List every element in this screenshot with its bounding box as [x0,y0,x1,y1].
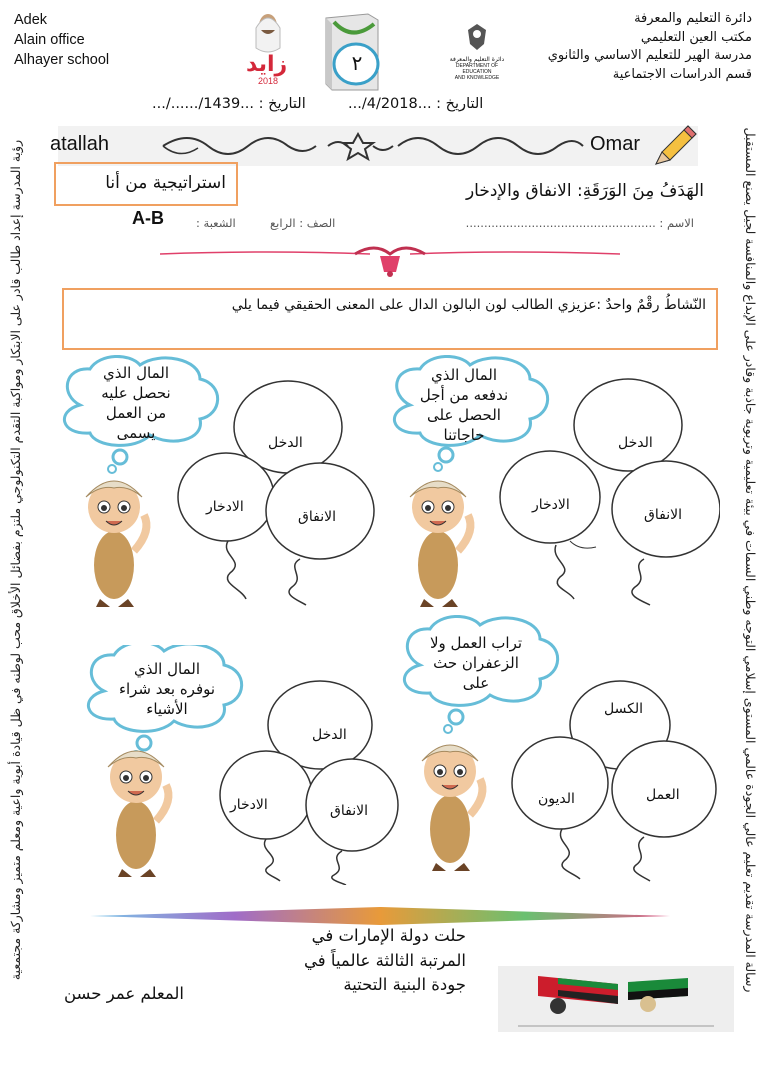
date-hijri: التاريخ : ...1439/....../... [152,96,306,112]
zayed-logo-year: 2018 [258,76,279,86]
balloon-label-right: الانفاق [298,509,336,525]
cloud-line: نحصل عليه [101,384,171,402]
student-name-field: الاسم : .................................................... [465,216,694,230]
footer-fact-line2: المرتبة الثالثة عالمياً في [304,950,466,970]
cloud-line: المال الذي [431,366,497,384]
zayed-year-logo [244,8,292,88]
uae-flag-image [498,966,734,1032]
footer-fact-line1: حلت دولة الإمارات في [311,926,466,945]
banner-right-name: Omar [590,133,640,155]
balloon-label-right: الانفاق [644,507,682,523]
cloud-line: من العمل [105,404,167,422]
boy-character [86,481,146,607]
boy-character [108,751,168,877]
balloon-label-left: الديون [538,791,575,807]
cloud-line: الأشياء [146,700,188,718]
boy-character [422,745,482,871]
balloon-left[interactable] [220,751,312,839]
balloon-left[interactable] [512,737,608,829]
header-left-line1: Adek [14,12,48,28]
balloon-label-left: الادخار [230,797,268,813]
cloud-line: نوفره بعد شراء [118,680,216,698]
school-mission-text: رسالة المدرسة تقديم تعليم عالي الجودة عالمي المستوى إسلامي التوجه وطني السمات في بيئة تعليمية وتربوية جاذبة وقادر على الإبداع والمنافسة لجيل يصنع المستقبل [743,127,758,993]
cloud-line: ندفعه من أجل [419,386,509,404]
adek-logo-line1: دائرة التعليم والمعرفة [449,56,505,63]
balloon-label-top: الدخل [618,435,653,451]
header-left-line2: Alain office [14,32,85,48]
activity-group [380,355,720,615]
balloon-label-top: الكسل [604,701,643,717]
header-left [14,10,109,70]
header-right-line2: مكتب العين التعليمي [640,29,752,45]
student-section-label: الشعبة : [196,216,236,230]
balloon-left[interactable] [178,453,274,541]
falcon-emblem-icon [464,22,490,52]
balloon-label-right: العمل [646,787,680,803]
header-right-line4: قسم الدراسات الاجتماعية [612,66,752,82]
balloon-label-left: الادخار [532,497,570,513]
balloon-label-top: الدخل [268,435,303,451]
activity-group [400,615,720,885]
strategy-text: استراتيجية من أنا [105,173,226,193]
cloud-line: المال الذي [134,660,200,678]
header-right-line3: مدرسة الهير للتعليم الاساسي والثانوي [547,48,752,63]
cloud-line: تراب العمل ولا [429,634,523,652]
adek-logo [444,22,510,80]
boy-character [410,481,470,607]
banner-left-name: atallah [50,133,109,155]
activity-box [62,288,718,350]
adek-logo-line3: AND KNOWLEDGE [454,75,500,81]
cloud-text [76,363,196,443]
balloon-label-right: الانفاق [330,803,368,819]
ornamental-divider [160,238,620,280]
cloud-text [404,365,524,445]
cloud-line: حاجاتنا [443,426,485,444]
book-icon [320,12,384,92]
page-number: ٢ [351,51,363,75]
balloon-label-left: الادخار [206,499,244,515]
student-grade: الصف : الرابع [270,216,336,230]
balloon-top[interactable] [574,379,682,471]
strategy-box [54,162,238,206]
balloon-label-top: الدخل [312,727,347,743]
footer-fact-line3: جودة البنية التحتية [343,975,466,994]
date-gregorian: التاريخ : ...4/2018/... [348,96,484,112]
zayed-logo-text: زايد [246,52,288,77]
cloud-line: يسمى [116,424,156,442]
header-right [548,10,752,84]
school-vision-text: رؤية المدرسة إعداد طالب قادر على الابتكار ومواكبة التقدم التكنولوجي ملتزم بفضائل الأخلاق محب لوطنه في ظل قيادة أبوية واعية ومعلم متميز ومشاركة مجتمعية [8,139,23,981]
footer-fact [256,924,466,998]
header-left-line3: Alhayer school [14,52,110,68]
cloud-line: على [462,674,490,692]
teacher-name: المعلم عمر حسن [64,984,185,1003]
header-right-line1: دائرة التعليم والمعرفة [634,11,752,26]
cloud-line: الحصل على [427,406,501,424]
cloud-text [102,659,232,719]
student-section-value: A-B [132,208,164,228]
worksheet-objective: الهَدَفُ مِنَ الوَرَقَةِ: الانفاق والإدخار [465,181,704,201]
cloud-line: المال الذي [103,364,169,382]
adek-logo-line2: DEPARTMENT OF EDUCATION [455,63,499,75]
activity-instruction: النّشاطُ رقْمٌ واحدٌ :عزيزي الطالب لون البالون الدال على المعنى الحقيقي فيما يلي [231,297,706,313]
cloud-line: الزعفران حث [433,654,519,672]
cloud-text [416,633,536,693]
pencil-icon [650,122,698,170]
activity-group [60,355,380,615]
activity-group [80,645,400,885]
